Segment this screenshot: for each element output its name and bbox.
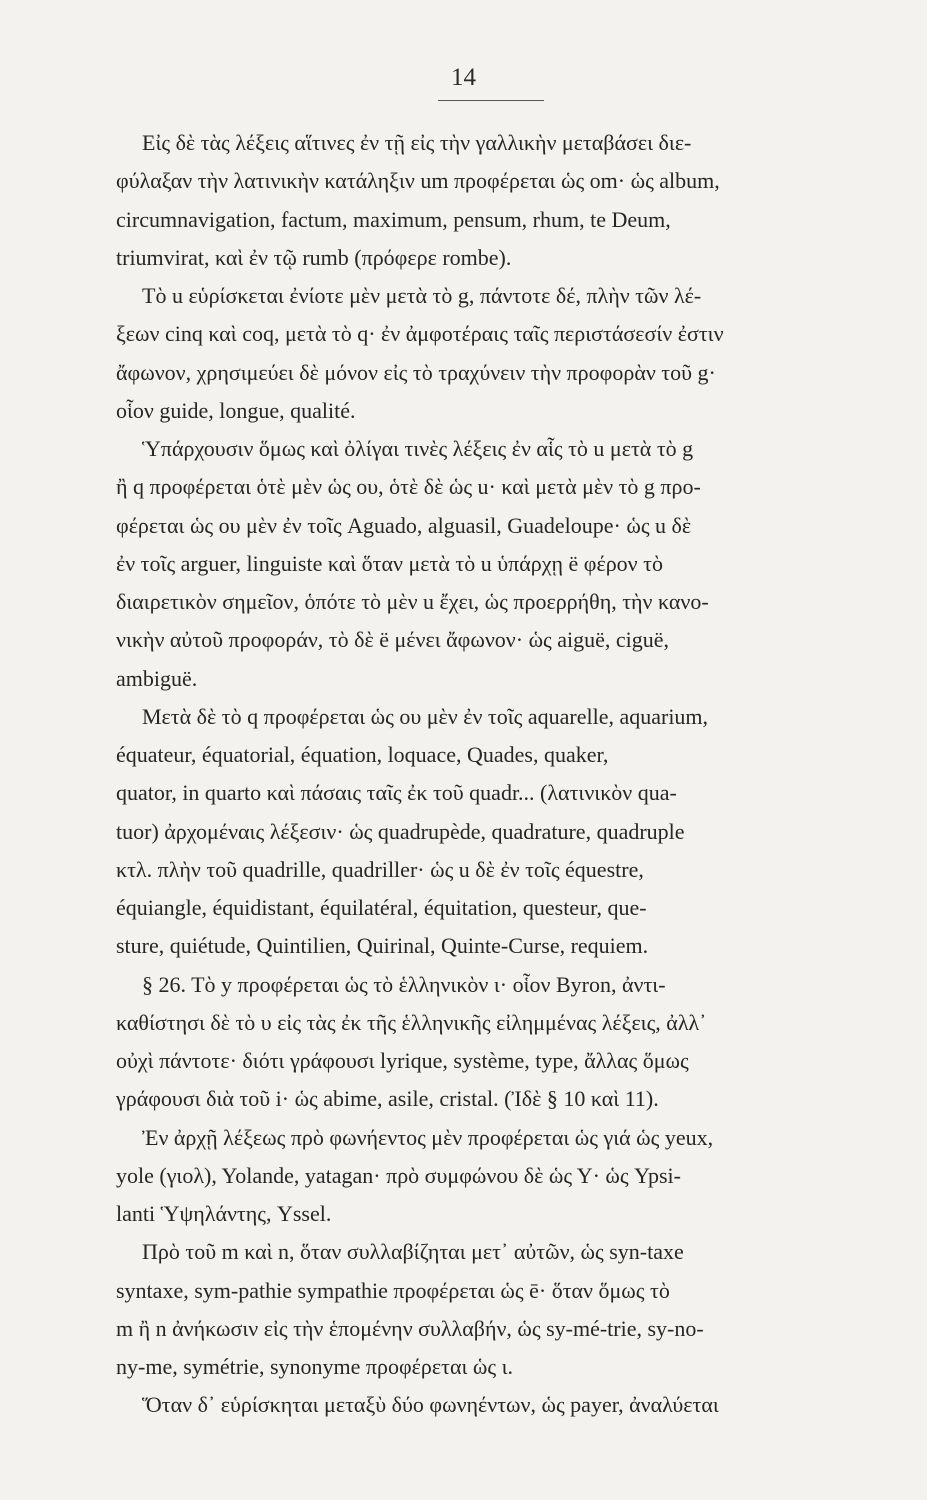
text-line: lanti Ὑψηλάντης, Yssel. [116, 1201, 332, 1226]
text-line: Πρὸ τοῦ m καὶ n, ὅταν συλλαβίζηται μετ᾽ αὐτῶν, ὡς syn-taxe [142, 1239, 684, 1265]
page-number: 14 [451, 64, 476, 91]
text-line: circumnavigation, factum, maximum, pensum, rhum, te Deum, [116, 206, 671, 232]
text-line: καθίστησι δὲ τὸ υ εἰς τὰς ἐκ τῆς ἑλληνικῆς εἰλημμένας λέξεις, ἀλλ᾽ [116, 1009, 707, 1035]
text-line: sture, quiétude, Quintilien, Quirinal, Quinte-Curse, requiem. [116, 933, 649, 959]
text-line: φέρεται ὡς ου μὲν ἐν τοῖς Aguado, alguasil, Guadeloupe· ὡς u δὲ [116, 512, 692, 538]
text-line: syntaxe, sym-pathie sympathie προφέρεται ὡς ē· ὅταν ὅμως τὸ [116, 1277, 670, 1303]
text-line: κτλ. πλὴν τοῦ quadrille, quadriller· ὡς u δὲ ἐν τοῖς équestre, [116, 856, 644, 882]
text-line: quator, in quarto καὶ πάσαις ταῖς ἐκ τοῦ quadr... (λατινικὸν qua- [116, 780, 677, 806]
text-line: tuor) ἀρχομέναις λέξεσιν· ὡς quadrupède, quadrature, quadruple [116, 818, 685, 844]
text-line: équateur, équatorial, équation, loquace, Quades, quaker, [116, 742, 609, 767]
text-line: Τὸ u εὑρίσκεται ἐνίοτε μὲν μετὰ τὸ g, πάντοτε δέ, πλὴν τῶν λέ- [142, 283, 702, 308]
text-line: γράφουσι διὰ τοῦ i· ὡς abime, asile, cristal. (Ἰδὲ § 10 καὶ 11). [116, 1086, 659, 1112]
text-line: équiangle, équidistant, équilatéral, équitation, questeur, que- [116, 895, 647, 920]
text-line: ἐν τοῖς arguer, linguiste καὶ ὅταν μετὰ τὸ u ὑπάρχῃ ë φέρον τὸ [116, 550, 663, 576]
text-line: οἷον guide, longue, qualité. [116, 397, 356, 423]
text-line: Ἐν ἀρχῇ λέξεως πρὸ φωνήεντος μὲν προφέρεται ὡς γιά ὡς yeux, [142, 1124, 714, 1150]
text-line: m ἢ n ἀνήκωσιν εἰς τὴν ἑπομένην συλλαβήν, ὡς sy-mé-trie, sy-no- [116, 1315, 704, 1341]
text-line: Ὅταν δ᾽ εὑρίσκηται μεταξὺ δύο φωνηέντων, ὡς payer, ἀναλύεται [142, 1392, 719, 1418]
header-rule [438, 100, 544, 101]
text-line: διαιρετικὸν σημεῖον, ὁπότε τὸ μὲν u ἔχει, ὡς προερρήθη, τὴν κανο- [116, 589, 709, 614]
text-line: Εἰς δὲ τὰς λέξεις αἵτινες ἐν τῇ εἰς τὴν γαλλικὴν μεταβάσει διε- [142, 130, 692, 155]
text-line: φύλαξαν τὴν λατινικὴν κατάληξιν um προφέρεται ὡς om· ὡς album, [116, 168, 720, 194]
text-line: yole (γιολ), Yolande, yatagan· πρὸ συμφώνου δὲ ὡς Υ· ὡς Ypsi- [116, 1162, 681, 1188]
text-line: triumvirat, καὶ ἐν τῷ rumb (πρόφερε rombe). [116, 244, 512, 270]
text-line: Ὑπάρχουσιν ὅμως καὶ ὀλίγαι τινὲς λέξεις ἐν αἷς τὸ u μετὰ τὸ g [142, 436, 694, 461]
body-text [116, 124, 816, 1425]
text-line: ἄφωνον, χρησιμεύει δὲ μόνον εἰς τὸ τραχύνειν τὴν προφορὰν τοῦ g· [116, 359, 716, 385]
text-line: ambiguë. [116, 665, 198, 691]
text-line: οὐχὶ πάντοτε· διότι γράφουσι lyrique, système, type, ἄλλας ὅμως [116, 1048, 689, 1073]
text-line: ξεων cinq καὶ coq, μετὰ τὸ q· ἐν ἀμφοτέραις ταῖς περιστάσεσίν ἐστιν [116, 321, 724, 347]
text-line: ἢ q προφέρεται ὁτὲ μὲν ὡς ου, ὁτὲ δὲ ὡς u· καὶ μετὰ μὲν τὸ g προ- [116, 474, 701, 500]
text-line: Μετὰ δὲ τὸ q προφέρεται ὡς ου μὲν ἐν τοῖς aquarelle, aquarium, [142, 703, 709, 729]
text-line: νικὴν αὐτοῦ προφοράν, τὸ δὲ ë μένει ἄφωνον· ὡς aiguë, ciguë, [116, 627, 670, 653]
text-line: ny-me, symétrie, synonyme προφέρεται ὡς ι. [116, 1354, 514, 1379]
text-line: § 26. Τὸ y προφέρεται ὡς τὸ ἑλληνικὸν ι· οἷον Byron, ἀντι- [142, 971, 666, 997]
